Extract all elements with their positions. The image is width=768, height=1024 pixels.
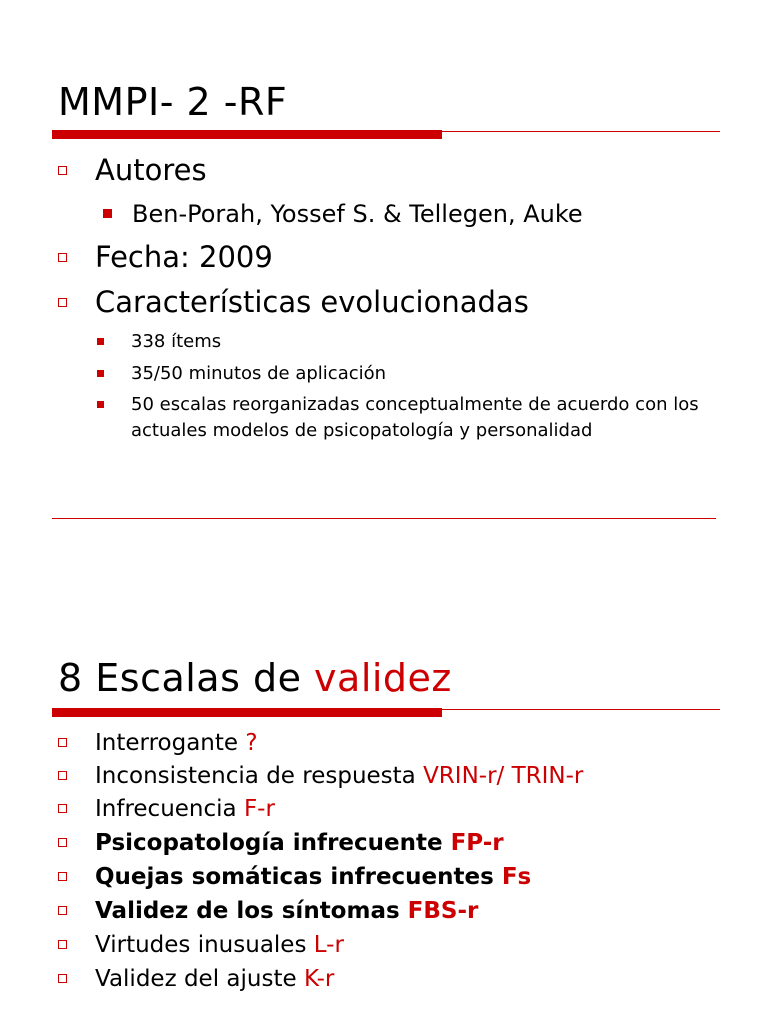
scale-item xyxy=(95,730,258,756)
scale-label: Interrogante xyxy=(95,730,246,756)
title-underline-thin xyxy=(442,131,720,132)
scale-code: VRIN-r/ TRIN-r xyxy=(423,763,584,789)
title-prefix: 8 Escalas de xyxy=(58,656,315,700)
scale-item xyxy=(95,796,275,822)
scale-label: Quejas somáticas infrecuentes xyxy=(95,864,502,890)
slide-separator xyxy=(52,518,716,519)
hollow-square-bullet-icon xyxy=(58,166,67,175)
slide-validity-scales xyxy=(0,590,768,1024)
scale-label: Validez de los síntomas xyxy=(95,898,408,924)
list-item-feature xyxy=(131,329,711,355)
scale-item xyxy=(95,932,344,958)
scale-code: ? xyxy=(245,730,258,756)
list-item-feature xyxy=(131,392,711,444)
scale-code: K-r xyxy=(303,966,335,992)
hollow-square-bullet-icon xyxy=(58,771,67,780)
hollow-square-bullet-icon xyxy=(58,872,67,881)
scale-label: Virtudes inusuales xyxy=(95,932,314,958)
list-item-authors xyxy=(132,200,583,228)
scale-code: Fs xyxy=(501,864,532,890)
authors-text: Ben-Porah, Yossef S. & Tellegen, Auke xyxy=(132,200,583,228)
filled-square-bullet-icon xyxy=(97,401,104,408)
list-item-features-label xyxy=(95,285,529,319)
hollow-square-bullet-icon xyxy=(58,940,67,949)
filled-square-bullet-icon xyxy=(103,209,112,218)
hollow-square-bullet-icon xyxy=(58,738,67,747)
scale-code: F-r xyxy=(243,796,275,822)
hollow-square-bullet-icon xyxy=(58,974,67,983)
scale-item xyxy=(95,830,504,856)
scale-label: Validez del ajuste xyxy=(95,966,304,992)
features-label: Características evolucionadas xyxy=(95,285,529,319)
scale-label: Psicopatología infrecuente xyxy=(95,830,451,856)
scale-code: FP-r xyxy=(450,830,504,856)
scale-item xyxy=(95,898,478,924)
hollow-square-bullet-icon xyxy=(58,253,67,262)
scale-item xyxy=(95,864,531,890)
scale-label: Infrecuencia xyxy=(95,796,244,822)
title-highlight: validez xyxy=(314,656,452,700)
scale-item xyxy=(95,763,583,789)
slide-title xyxy=(58,656,452,700)
hollow-square-bullet-icon xyxy=(58,838,67,847)
scale-item xyxy=(95,966,334,992)
feature-text: 35/50 minutos de aplicación xyxy=(131,363,387,384)
filled-square-bullet-icon xyxy=(97,370,104,377)
list-item-date xyxy=(95,240,273,274)
list-item-feature xyxy=(131,361,711,387)
slide-title: MMPI- 2 -RF xyxy=(58,80,288,124)
filled-square-bullet-icon xyxy=(97,338,104,345)
date-text: Fecha: 2009 xyxy=(95,240,273,274)
hollow-square-bullet-icon xyxy=(58,804,67,813)
hollow-square-bullet-icon xyxy=(58,906,67,915)
title-underline-thick xyxy=(52,708,442,717)
feature-text: 50 escalas reorganizadas conceptualmente de acuerdo con los actuales modelos de psicopatología y personalidad xyxy=(131,394,699,441)
hollow-square-bullet-icon xyxy=(58,298,67,307)
list-item-authors-label xyxy=(95,153,207,187)
feature-text: 338 ítems xyxy=(131,331,222,352)
scale-code: FBS-r xyxy=(407,898,479,924)
scale-code: L-r xyxy=(313,932,344,958)
authors-label: Autores xyxy=(95,153,207,187)
title-underline-thin xyxy=(442,709,720,710)
title-underline-thick xyxy=(52,130,442,139)
scale-label: Inconsistencia de respuesta xyxy=(95,763,424,789)
